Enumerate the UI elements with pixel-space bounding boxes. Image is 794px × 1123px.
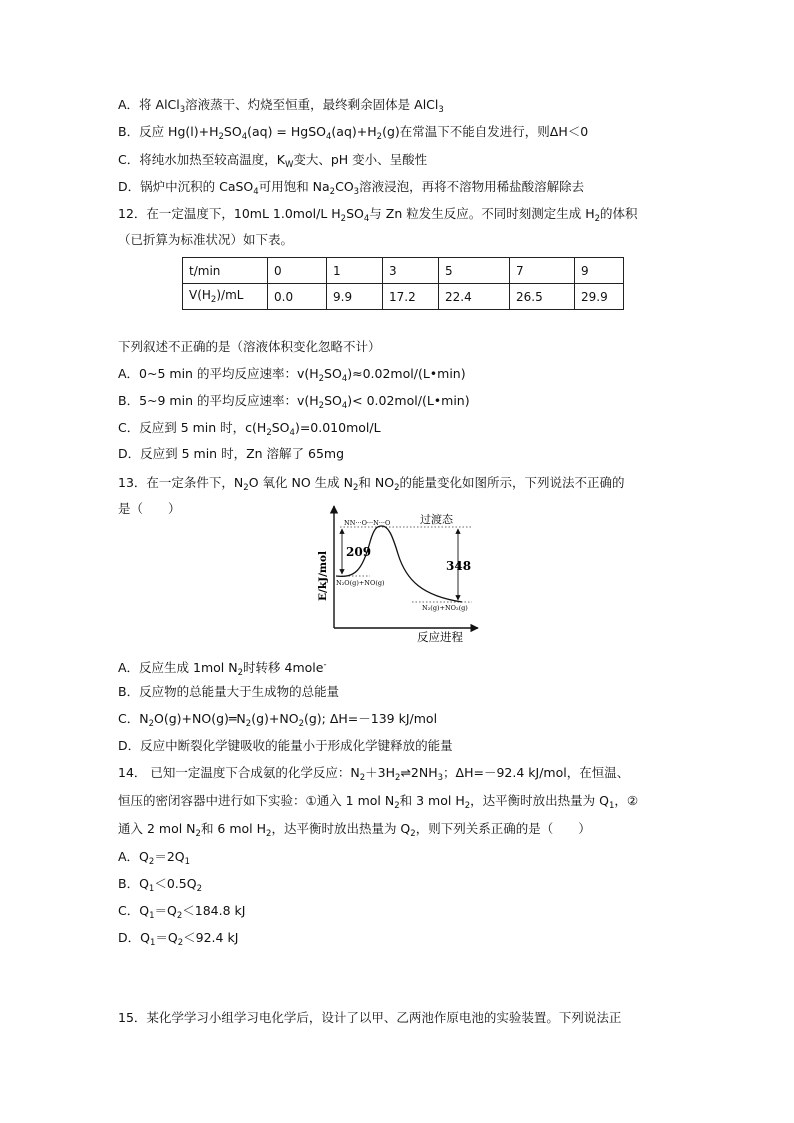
q14-option-a: A．$Q_2=2Q_1$ (118, 849, 191, 867)
q11-option-a: A．将 AlCl$_3$溶液蒸干、灼烧至恒重，最终剩余固体是 AlCl$_3$ (118, 97, 444, 115)
table-header-volume: $V(H_2)/mL$ (183, 284, 268, 310)
table-cell: 0.0 (268, 284, 327, 310)
q11-option-c: C．将纯水加热至较高温度，$K_W$变大、pH 变小、呈酸性 (118, 152, 428, 170)
table-cell: 29.9 (575, 284, 624, 310)
table-row-volume (183, 284, 624, 310)
table-cell: 9.9 (327, 284, 383, 310)
q13-option-a: A．反应生成 1mol $N_2$时转移 4mole- (118, 660, 327, 678)
q12-question: 下列叙述不正确的是（溶液体积变化忽略不计） (118, 339, 381, 354)
transition-state-species: NN···O···N···O (344, 519, 391, 527)
q12-option-d: D．反应到 5 min 时，Zn 溶解了 65mg (118, 446, 345, 461)
table-row-time (183, 258, 624, 284)
products-label: N₂(g)+NO₂(g) (422, 604, 468, 612)
table-header-time: t/min (183, 258, 268, 284)
reaction-energy-curve (336, 526, 462, 602)
table-cell: 1 (327, 258, 383, 284)
q13-option-b: B．反应物的总能量大于生成物的总能量 (118, 684, 340, 699)
q14-stem: 14． 已知一定温度下合成氨的化学反应：$N_2+3H_2\rightleftharpoons 2NH_3$；ΔH=－92.4 kJ/mol，在恒温、 (118, 765, 630, 783)
q13-option-d: D．反应中断裂化学键吸收的能量小于形成化学键释放的能量 (118, 738, 453, 753)
y-axis-label: E/kJ/mol (317, 550, 329, 602)
q14-option-b: B．$Q_1<0.5Q_2$ (118, 876, 202, 894)
q14-stem-cont-2: 通入 2 mol $N_2$和 6 mol $H_2$，达平衡时放出热量为 $Q_2$，则下列关系正确的是（ ） (118, 821, 591, 839)
table-cell: 9 (575, 258, 624, 284)
table-cell: 26.5 (510, 284, 575, 310)
q13-stem-cont: 是（ ） (118, 501, 181, 516)
q15-stem: 15．某化学学习小组学习电化学后，设计了以甲、乙两池作原电池的实验装置。下列说法正 (118, 1010, 622, 1025)
reverse-activation-energy: 348 (446, 559, 472, 573)
table-cell: 3 (383, 258, 439, 284)
q14-option-c: C．$Q_1=Q_2<184.8$ kJ (118, 903, 246, 921)
table-cell: 17.2 (383, 284, 439, 310)
q14-option-d: D．$Q_1=Q_2<92.4$ kJ (118, 930, 239, 948)
q13-option-c: C．$N_2O(g)+NO(g)═N_2(g)+NO_2(g)$; ΔH=－139 kJ/mol (118, 711, 438, 729)
q12-option-b: B．5~9 min 的平均反应速率：$v(H_2SO_4)<$ 0.02mol/(L•min) (118, 393, 470, 411)
q12-stem: 12．在一定温度下，10mL 1.0mol/L $H_2SO_4$与 Zn 粒发生反应。不同时刻测定生成 $H_2$的体积 (118, 206, 638, 224)
q12-option-a: A．0~5 min 的平均反应速率：$v(H_2SO_4)\approx 0.02mol/(L•\min)$ (118, 366, 466, 384)
q12-option-c: C．反应到 5 min 时，$c(H_2SO_4)=0.010mol/L$ (118, 420, 381, 438)
table-cell: 0 (268, 258, 327, 284)
h2-volume-table (182, 257, 624, 310)
transition-state-label: 过渡态 (420, 513, 453, 526)
forward-activation-energy: 209 (346, 545, 372, 559)
table-cell: 7 (510, 258, 575, 284)
x-axis-label: 反应进程 (417, 630, 463, 644)
energy-profile-diagram (312, 496, 482, 646)
table-cell: 22.4 (439, 284, 510, 310)
q11-option-b: B．反应 $Hg(l)+H_2SO_4(aq)$ = $HgSO_4(aq)+H_2(g)$在常温下不能自发进行，则ΔH＜0 (118, 124, 589, 142)
q13-stem: 13．在一定条件下，$N_2O$ 氧化 NO 生成 $N_2$和 $NO_2$的能量变化如图所示，下列说法不正确的 (118, 475, 625, 493)
table-cell: 5 (439, 258, 510, 284)
q12-stem-cont: （已折算为标准状况）如下表。 (118, 232, 294, 247)
q14-stem-cont-1: 恒压的密闭容器中进行如下实验：①通入 1 mol $N_2$和 3 mol $H_2$，达平衡时放出热量为 $Q_1$，② (118, 793, 639, 811)
reactants-label: N₂O(g)+NO(g) (336, 579, 385, 587)
q11-option-d: D．锅炉中沉积的 CaSO$_4$可用饱和 $Na_2CO_3$溶液浸泡，再将不溶物用稀盐酸溶解除去 (118, 179, 585, 197)
